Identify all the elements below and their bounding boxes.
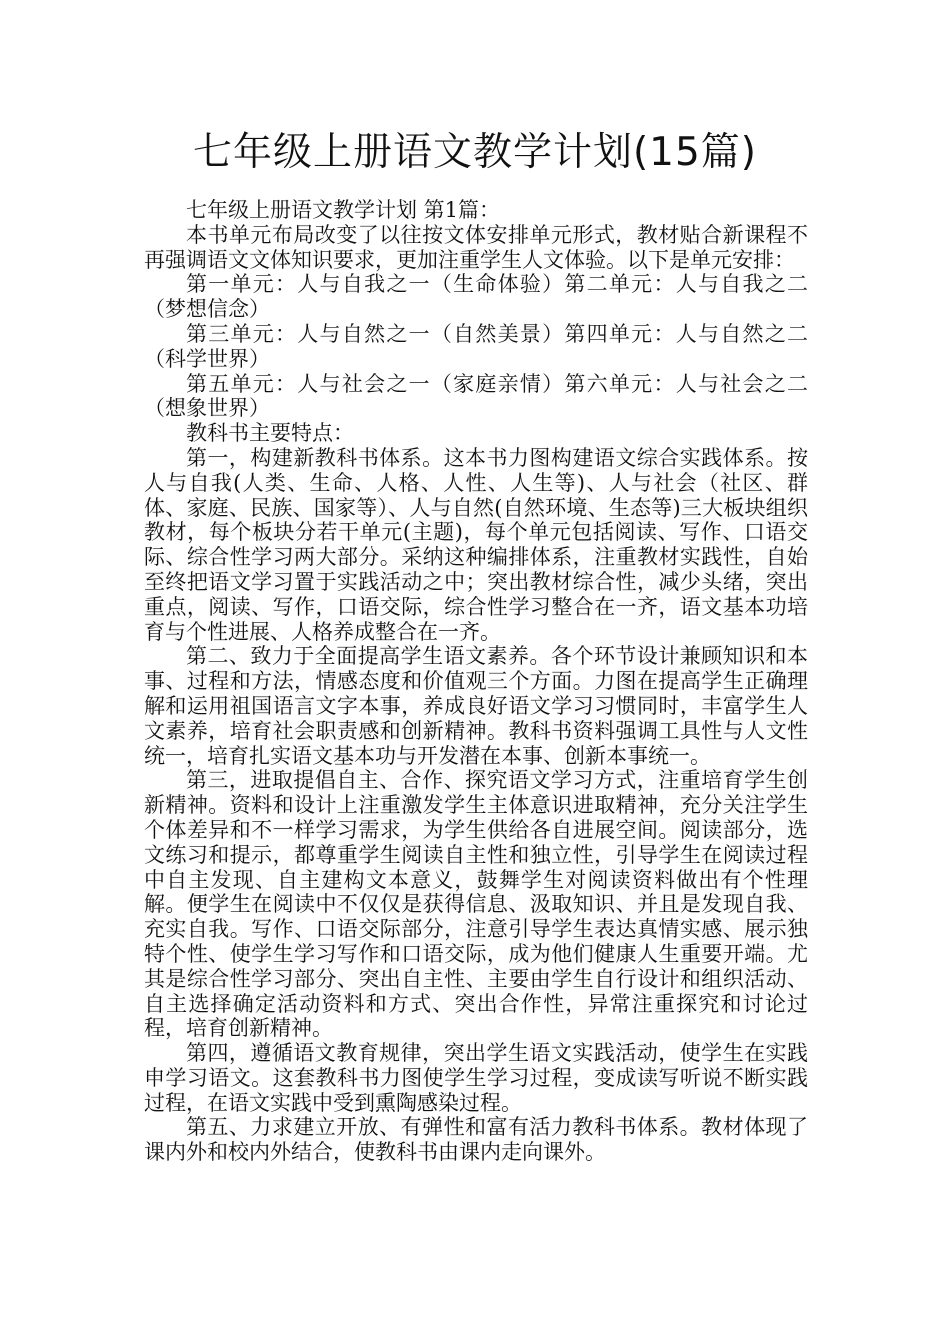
paragraph-feature-5: 第五、力求建立开放、有弹性和富有活力教科书体系。教材体现了课内外和校内外结合，使教科书由课内走向课外。 (144, 1115, 808, 1165)
paragraph-feature-4: 第四，遵循语文教育规律，突出学生语文实践活动，使学生在实践申学习语文。这套教科书力图使学生学习过程，变成读写听说不断实践过程，在语文实践中受到熏陶感染过程。 (144, 1041, 808, 1115)
paragraph-feature-3: 第三，进取提倡自主、合作、探究语文学习方式，注重培育学生创新精神。资料和设计上注重激发学生主体意识进取精神，充分关注学生个体差异和不一样学习需求，为学生供给各自进展空间。阅读部分，选文练习和提示，都尊重学生阅读自主性和独立性，引导学生在阅读过程中自主发现、自主建构文本意义，鼓舞学生对阅读资料做出有个性理解。便学生在阅读中不仅仅是获得信息、汲取知识、并且是发现自我、充实自我。写作、口语交际部分，注意引导学生表达真情实感、展示独特个性、使学生学习写作和口语交际，成为他们健康人生重要开端。尤其是综合性学习部分、突出自主性、主要由学生自行设计和组织活动、自主选择确定活动资料和方式、突出合作性，异常注重探究和讨论过程，培育创新精神。 (144, 768, 808, 1041)
paragraph-intro: 本书单元布局改变了以往按文体安排单元形式，教材贴合新课程不再强调语文文体知识要求，更加注重学生人文体验。以下是单元安排： (144, 222, 808, 272)
document-title: 七年级上册语文教学计划(15篇) (192, 130, 758, 175)
document-body (144, 198, 808, 1165)
paragraph-features-heading: 教科书主要特点： (186, 421, 354, 446)
paragraph-units-3-4: 第三单元：人与自然之一（自然美景）第四单元：人与自然之二（科学世界） (144, 321, 808, 371)
section-heading: 七年级上册语文教学计划 第1篇： (186, 198, 501, 222)
paragraph-feature-2: 第二、致力于全面提高学生语文素养。各个环节设计兼顾知识和本事、过程和方法，情感态度和价值观三个方面。力图在提高学生正确理解和运用祖国语言文字本事，养成良好语文学习习惯同时，丰富学生人文素养，培育社会职责感和创新精神。教科书资料强调工具性与人文性统一，培育扎实语文基本功与开发潜在本事、创新本事统一。 (144, 644, 808, 768)
paragraph-units-1-2: 第一单元：人与自我之一（生命体验）第二单元：人与自我之二（梦想信念） (144, 272, 808, 322)
paragraph-units-5-6: 第五单元：人与社会之一（家庭亲情）第六单元：人与社会之二（想象世界） (144, 371, 808, 421)
paragraph-feature-1: 第一，构建新教科书体系。这本书力图构建语文综合实践体系。按人与自我(人类、生命、人格、人性、人生等)、人与社会（社区、群体、家庭、民族、国家等）、人与自然(自然环境、生态等)三大板块组织教材，每个板块分若干单元(主题)，每个单元包括阅读、写作、口语交际、综合性学习两大部分。采纳这种编排体系，注重教材实践性，自始至终把语文学习置于实践活动之中；突出教材综合性，减少头绪，突出重点，阅读、写作，口语交际，综合性学习整合在一齐，语文基本功培育与个性进展、人格养成整合在一齐。 (144, 445, 808, 644)
